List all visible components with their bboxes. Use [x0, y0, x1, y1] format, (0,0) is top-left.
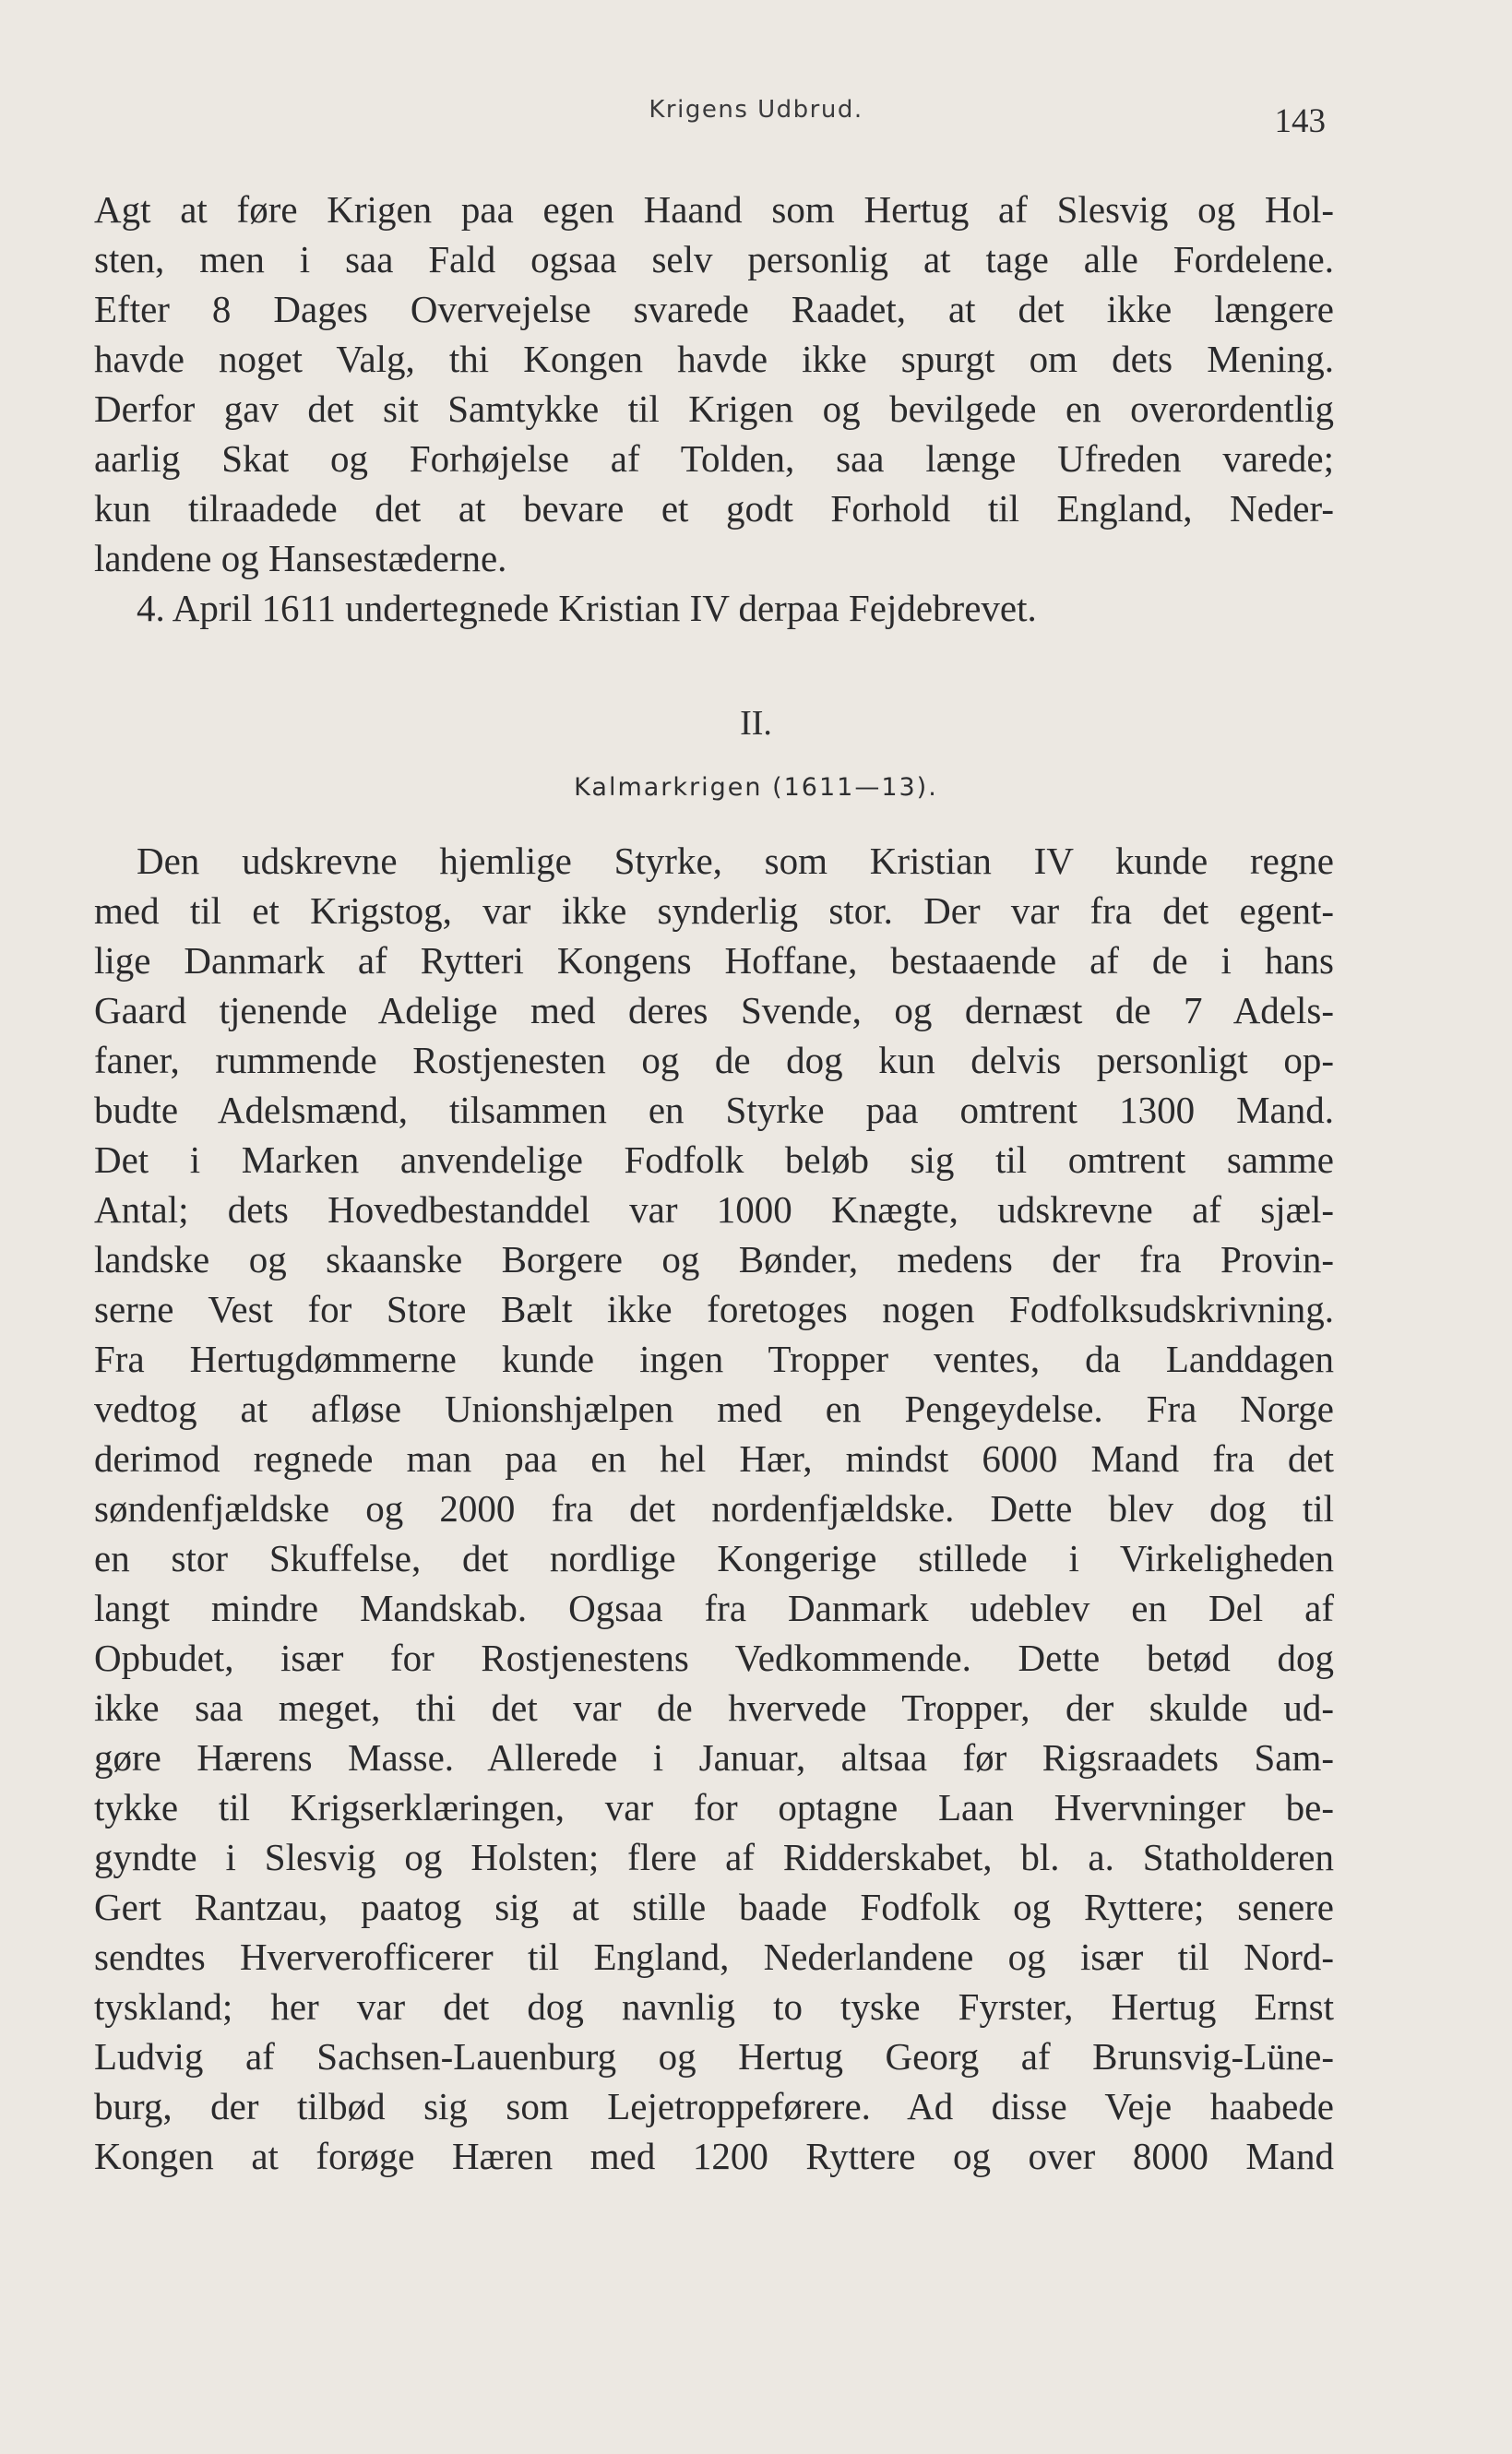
body-text-top [94, 185, 1334, 633]
text-line: Ludvig af Sachsen-Lauenburg og Hertug Georg af Brunsvig-Lüne- [94, 2035, 1334, 2078]
text-line: aarlig Skat og Forhøjelse af Tolden, saa længe Ufreden varede; [94, 437, 1334, 480]
text-line: gøre Hærens Masse. Allerede i Januar, altsaa før Rigsraadets Sam- [94, 1736, 1334, 1779]
text-line: Den udskrevne hjemlige Styrke, som Kristian IV kunde regne [137, 840, 1334, 882]
text-line: 4. April 1611 undertegnede Kristian IV derpaa Fejdebrevet. [137, 587, 1037, 629]
text-line: Efter 8 Dages Overvejelse svarede Raadet, at det ikke længere [94, 288, 1334, 330]
text-line: Agt at føre Krigen paa egen Haand som Hertug af Slesvig og Hol- [94, 188, 1334, 231]
text-line: søndenfjældske og 2000 fra det nordenfjældske. Dette blev dog til [94, 1487, 1334, 1530]
text-line: tyskland; her var det dog navnlig to tyske Fyrster, Hertug Ernst [94, 1985, 1334, 2028]
page-number: 143 [1274, 102, 1326, 140]
text-line: derimod regnede man paa en hel Hær, mindst 6000 Mand fra det [94, 1437, 1334, 1480]
text-line: tykke til Krigserklæringen, var for optagne Laan Hvervninger be- [94, 1786, 1334, 1829]
running-head: Krigens Udbrud. [649, 96, 863, 124]
text-line: budte Adelsmænd, tilsammen en Styrke paa omtrent 1300 Mand. [94, 1089, 1334, 1131]
text-line: havde noget Valg, thi Kongen havde ikke spurgt om dets Mening. [94, 338, 1334, 380]
text-line: Opbudet, især for Rostjenestens Vedkommende. Dette betød dog [94, 1637, 1334, 1679]
text-line: med til et Krigstog, var ikke synderlig stor. Der var fra det egent- [94, 889, 1334, 932]
text-line: Gert Rantzau, paatog sig at stille baade Fodfolk og Ryttere; senere [94, 1886, 1334, 1928]
text-line: ikke saa meget, thi det var de hvervede Tropper, der skulde ud- [94, 1686, 1334, 1729]
text-line: kun tilraadede det at bevare et godt Forhold til England, Neder- [94, 487, 1334, 530]
text-line: en stor Skuffelse, det nordlige Kongerige stillede i Virkeligheden [94, 1537, 1334, 1579]
text-line: Antal; dets Hovedbestanddel var 1000 Knægte, udskrevne af sjæl- [94, 1188, 1334, 1231]
text-line: lige Danmark af Rytteri Kongens Hoffane, bestaaende af de i hans [94, 939, 1334, 982]
text-line: sendtes Hververofficerer til England, Nederlandene og især til Nord- [94, 1936, 1334, 1978]
text-line: Derfor gav det sit Samtykke til Krigen og bevilgede en overordentlig [94, 387, 1334, 430]
text-line: Fra Hertugdømmerne kunde ingen Tropper ventes, da Landdagen [94, 1338, 1334, 1380]
text-line: vedtog at afløse Unionshjælpen med en Pengeydelse. Fra Norge [94, 1388, 1334, 1430]
text-line: burg, der tilbød sig som Lejetroppeførere. Ad disse Veje haabede [94, 2085, 1334, 2127]
text-line: gyndte i Slesvig og Holsten; flere af Ridderskabet, bl. a. Statholderen [94, 1836, 1334, 1878]
text-line: sten, men i saa Fald ogsaa selv personlig at tage alle Fordelene. [94, 238, 1334, 280]
text-line: faner, rummende Rostjenesten og de dog kun delvis personligt op- [94, 1039, 1334, 1081]
chapter-title: Kalmarkrigen (1611—13). [574, 773, 938, 802]
text-line: Kongen at forøge Hæren med 1200 Ryttere og over 8000 Mand [94, 2135, 1334, 2177]
text-line: Det i Marken anvendelige Fodfolk beløb sig til omtrent samme [94, 1138, 1334, 1181]
text-line: langt mindre Mandskab. Ogsaa fra Danmark udeblev en Del af [94, 1587, 1334, 1629]
text-line: landske og skaanske Borgere og Bønder, medens der fra Provin- [94, 1238, 1334, 1281]
text-line: landene og Hansestæderne. [94, 537, 507, 579]
chapter-number: II. [740, 704, 772, 743]
body-text-main [94, 836, 1334, 2181]
text-line: serne Vest for Store Bælt ikke foretoges nogen Fodfolksudskrivning. [94, 1288, 1334, 1330]
text-line: Gaard tjenende Adelige med deres Svende, og dernæst de 7 Adels- [94, 989, 1334, 1031]
